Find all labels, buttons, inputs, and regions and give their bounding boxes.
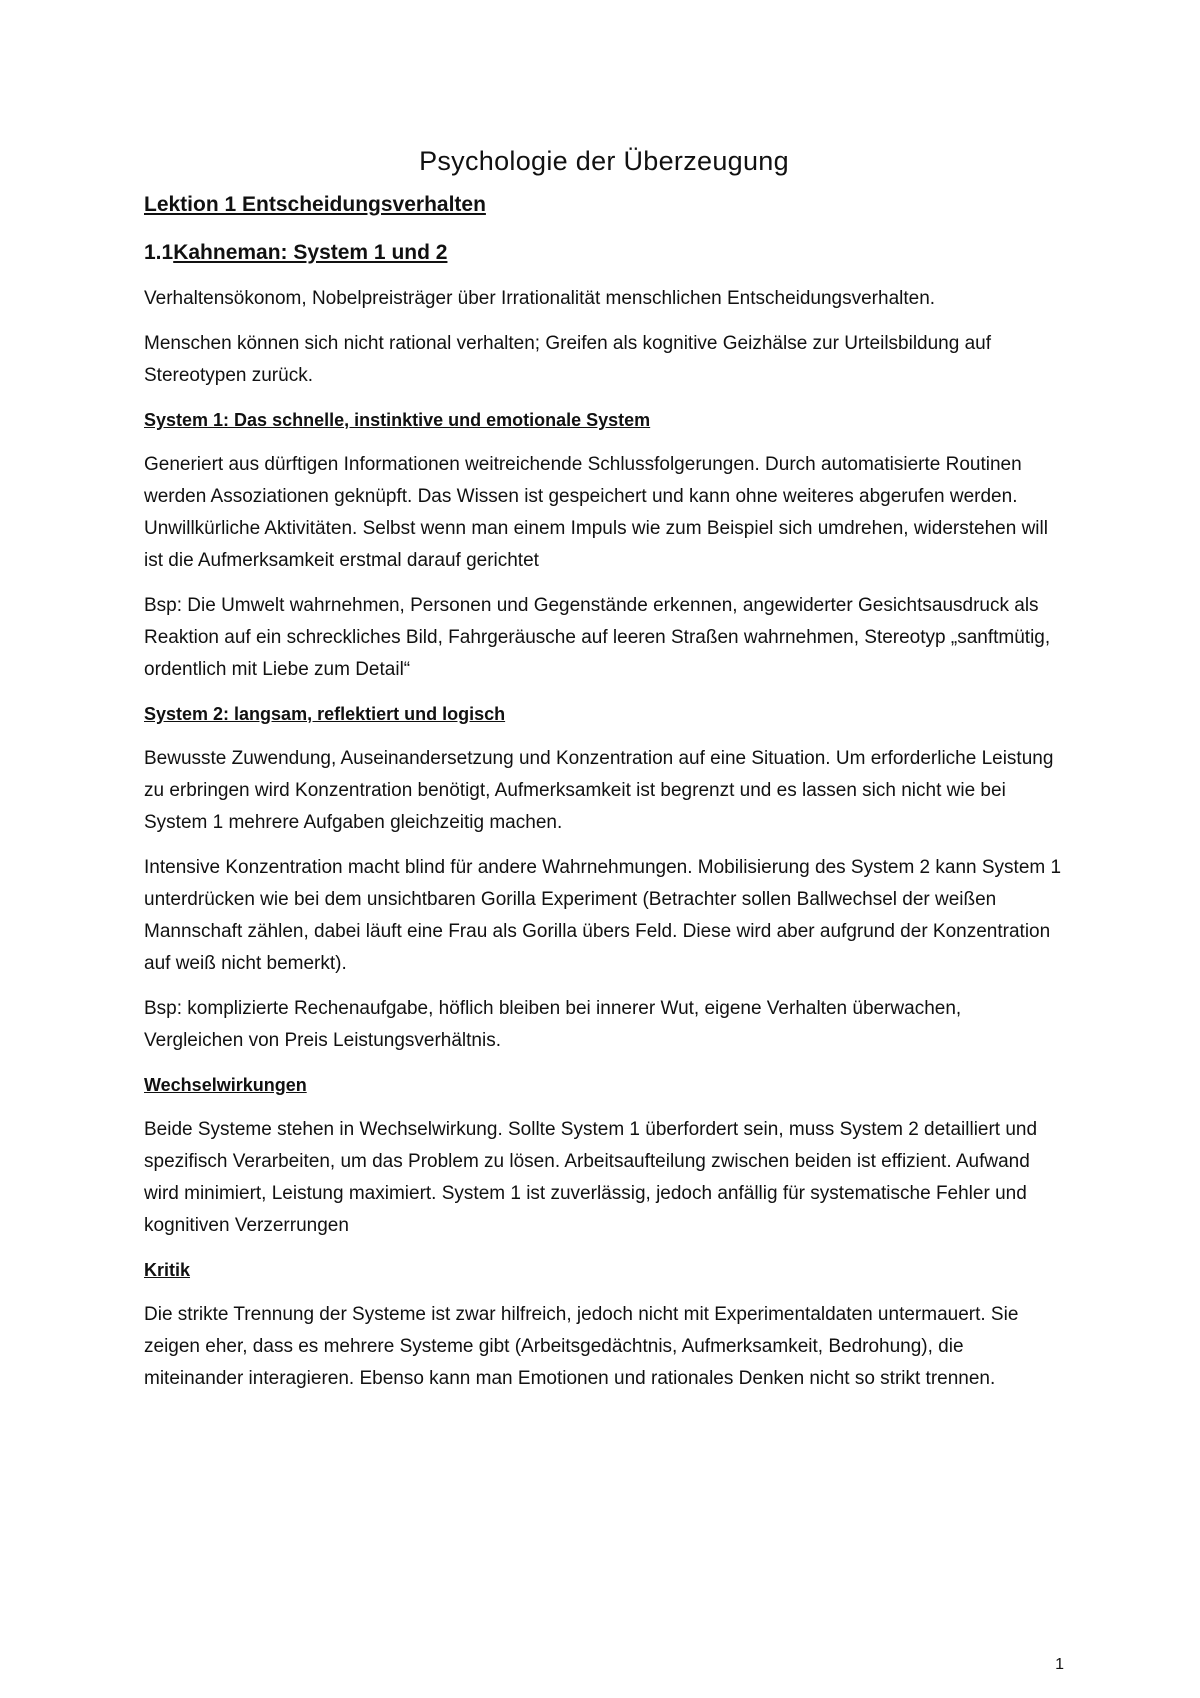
wechselwirkungen-heading: Wechselwirkungen xyxy=(144,1075,307,1095)
subsection-heading xyxy=(144,237,1064,269)
system1-paragraph: Generiert aus dürftigen Informationen weitreichende Schlussfolgerungen. Durch automatisierte Routinen werden Assoziationen geknüpft. Das Wissen ist gespeichert und kann ohne weiteres abgerufen werden. Unwillkürliche Aktivitäten. Selbst wenn man einem Impuls wie zum Beispiel sich umdrehen, widerstehen will ist die Aufmerksamkeit erstmal darauf gerichtet xyxy=(144,454,1048,571)
subsection-number: 1.1 xyxy=(144,241,174,264)
subsection-title: Kahneman: System 1 und 2 xyxy=(173,241,448,264)
system2-example: Bsp: komplizierte Rechenaufgabe, höflich bleiben bei innerer Wut, eigene Verhalten überwachen, Vergleichen von Preis Leistungsverhältnis. xyxy=(144,998,962,1051)
intro-paragraph-1: Verhaltensökonom, Nobelpreisträger über Irrationalität menschlichen Entscheidungsverhalten. xyxy=(144,288,936,309)
system2-heading: System 2: langsam, reflektiert und logisch xyxy=(144,704,506,724)
page-number: 1 xyxy=(1055,1656,1064,1673)
system2-paragraph-2: Intensive Konzentration macht blind für andere Wahrnehmungen. Mobilisierung des System 2 kann System 1 unterdrücken wie bei dem unsichtbaren Gorilla Experiment (Betrachter sollen Ballwechsel der weißen Mannschaft zählen, dabei läuft eine Frau als Gorilla übers Feld. Diese wird aber aufgrund der Konzentration auf weiß nicht bemerkt). xyxy=(144,857,1062,974)
kritik-heading: Kritik xyxy=(144,1260,191,1280)
lektion-heading: Lektion 1 Entscheidungsverhalten xyxy=(144,193,486,216)
wechselwirkungen-paragraph: Beide Systeme stehen in Wechselwirkung. Sollte System 1 überfordert sein, muss System 2 detailliert und spezifisch Verarbeiten, um das Problem zu lösen. Arbeitsaufteilung zwischen beiden ist effizient. Aufwand wird minimiert, Leistung maximiert. System 1 ist zuverlässig, jedoch anfällig für systematische Fehler und kognitiven Verzerrungen xyxy=(144,1119,1038,1236)
kritik-paragraph: Die strikte Trennung der Systeme ist zwar hilfreich, jedoch nicht mit Experimentaldaten untermauert. Sie zeigen eher, dass es mehrere Systeme gibt (Arbeitsgedächtnis, Aufmerksamkeit, Bedrohung), die miteinander interagieren. Ebenso kann man Emotionen und rationales Denken nicht so strikt trennen. xyxy=(144,1304,1019,1389)
system1-example: Bsp: Die Umwelt wahrnehmen, Personen und Gegenstände erkennen, angewiderter Gesichtsausdruck als Reaktion auf ein schreckliches Bild, Fahrgeräusche auf leeren Straßen wahrnehmen, Stereotyp „sanftmütig, ordentlich mit Liebe zum Detail“ xyxy=(144,595,1051,680)
system1-heading: System 1: Das schnelle, instinktive und emotionale System xyxy=(144,410,651,430)
document-title: Psychologie der Überzeugung xyxy=(419,146,789,176)
page-content xyxy=(144,146,1064,1408)
intro-paragraph-2: Menschen können sich nicht rational verhalten; Greifen als kognitive Geizhälse zur Urteilsbildung auf Stereotypen zurück. xyxy=(144,333,992,386)
system2-paragraph-1: Bewusste Zuwendung, Auseinandersetzung und Konzentration auf eine Situation. Um erforderliche Leistung zu erbringen wird Konzentration benötigt, Aufmerksamkeit ist begrenzt und es lassen sich nicht wie bei System 1 mehrere Aufgaben gleichzeitig machen. xyxy=(144,748,1054,833)
